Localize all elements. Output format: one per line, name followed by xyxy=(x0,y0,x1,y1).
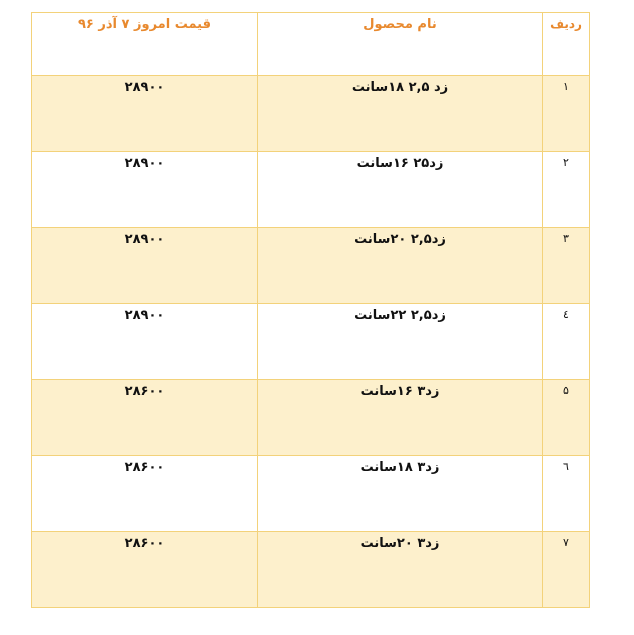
product-name: زد۲۵ ۱۶سانت xyxy=(258,152,543,228)
row-number: ۷ xyxy=(543,532,590,608)
price-text: ۲۸۶۰۰ xyxy=(124,536,165,551)
product-name: زد۲,۵ ۲۰سانت xyxy=(258,228,543,304)
product-name: زد۳ ۱۶سانت xyxy=(258,380,543,456)
row-number: ۱ xyxy=(543,76,590,152)
row-number: ٤ xyxy=(543,304,590,380)
price-text: ۲۸۹۰۰ xyxy=(124,232,165,247)
row-number: ۲ xyxy=(543,152,590,228)
table-row xyxy=(32,152,590,228)
price-table xyxy=(31,12,590,608)
row-number: ۳ xyxy=(543,228,590,304)
table-row xyxy=(32,532,590,608)
header-product-name: نام محصول xyxy=(258,13,543,76)
row-number: ۵ xyxy=(543,380,590,456)
table-row xyxy=(32,76,590,152)
price-text: ۲۸۶۰۰ xyxy=(124,384,165,399)
price-text: ۲۸۹۰۰ xyxy=(124,308,165,323)
product-name: زد۳ ۱۸سانت xyxy=(258,456,543,532)
header-row-number: ردیف xyxy=(543,13,590,76)
price-text: ۲۸۹۰۰ xyxy=(124,80,165,95)
price-text: ۲۸۹۰۰ xyxy=(124,156,165,171)
price-value xyxy=(32,532,258,608)
product-name: زد ۲,۵ ۱۸سانت xyxy=(258,76,543,152)
price-value xyxy=(32,456,258,532)
price-value xyxy=(32,76,258,152)
product-name: زد۳ ۲۰سانت xyxy=(258,532,543,608)
product-name: زد۲,۵ ۲۲سانت xyxy=(258,304,543,380)
table-row xyxy=(32,380,590,456)
price-value xyxy=(32,152,258,228)
price-value xyxy=(32,380,258,456)
price-text: ۲۸۶۰۰ xyxy=(124,460,165,475)
price-value xyxy=(32,228,258,304)
price-value xyxy=(32,304,258,380)
table-row xyxy=(32,228,590,304)
row-number: ٦ xyxy=(543,456,590,532)
header-price-today: قیمت امروز ۷ آذر ۹۶ xyxy=(32,13,258,76)
table-row xyxy=(32,456,590,532)
table-header-row xyxy=(32,13,590,76)
table-row xyxy=(32,304,590,380)
